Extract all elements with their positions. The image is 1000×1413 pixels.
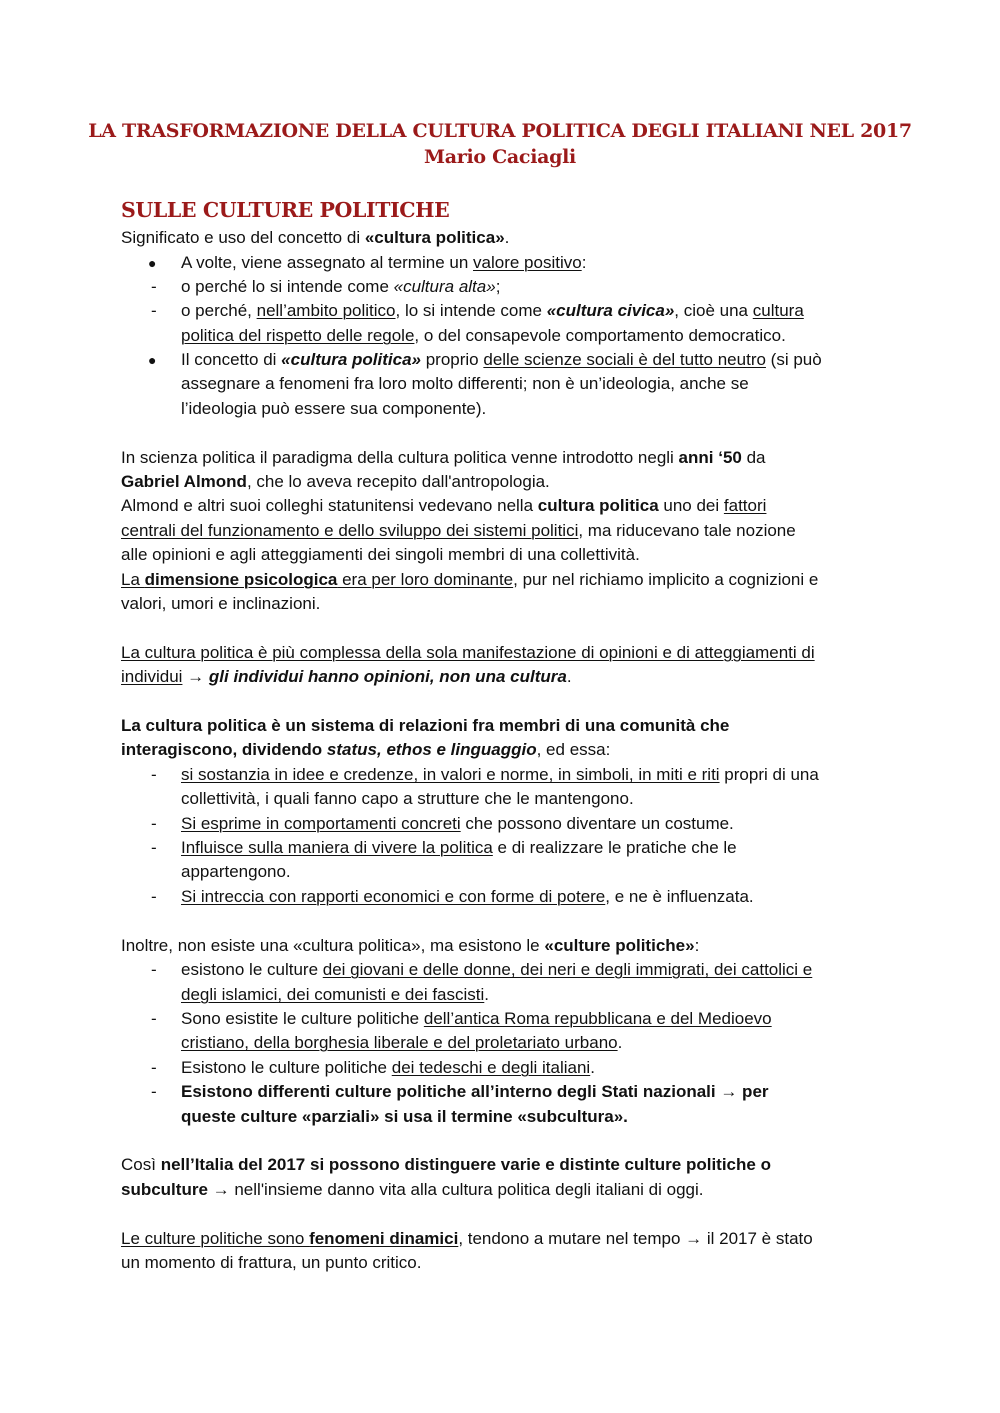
text-line [181, 275, 500, 299]
text-run: , lo si intende come [395, 301, 547, 320]
text-run: Così [121, 1155, 161, 1174]
text-line [121, 494, 766, 518]
text-run: dimensione psicologica [144, 570, 338, 589]
text-run: individui [121, 667, 183, 686]
text-run: valori, umori e inclinazioni. [121, 594, 321, 613]
text-run: Le culture politiche sono [121, 1229, 310, 1248]
text-run: , cioè una [674, 301, 753, 320]
text-line [181, 860, 291, 884]
text-run: delle scienze sociali è del tutto neutro [483, 350, 766, 369]
text-run: dei tedeschi e degli italiani [391, 1058, 591, 1077]
text-line [181, 812, 734, 836]
text-run: era per loro dominante [337, 570, 514, 589]
document-author: Mario Caciagli [424, 146, 576, 168]
text-run: uno dei [658, 496, 724, 515]
text-line [181, 299, 804, 323]
text-line [181, 983, 489, 1007]
text-run: → [182, 667, 209, 686]
text-run: Si esprime in comportamenti concreti [181, 814, 461, 833]
text-run: valore positivo [473, 253, 582, 272]
dash-marker: - [151, 838, 157, 857]
text-line [121, 665, 572, 689]
text-run: dei giovani e delle donne, dei neri e degli immigrati, dei cattolici e [322, 960, 813, 979]
text-line [181, 372, 749, 396]
text-run: ; [495, 277, 501, 296]
text-line [181, 763, 819, 787]
text-run: Esistono le culture politiche [181, 1058, 392, 1077]
text-line [121, 934, 699, 958]
document-title: LA TRASFORMAZIONE DELLA CULTURA POLITICA DEGLI ITALIANI NEL 2017 [88, 120, 912, 142]
text-run: che possono diventare un costume. [460, 814, 734, 833]
text-run: fattori [723, 496, 767, 515]
text-line [181, 836, 737, 860]
text-run: queste culture «parziali» si usa il termine «subcultura». [181, 1107, 628, 1126]
text-run: . [566, 667, 572, 686]
text-run: Si intreccia con rapporti economici e con forme di potere [181, 887, 606, 906]
text-run: si sostanzia in idee e credenze, in valori e norme, in simboli, in miti e riti [181, 765, 720, 784]
text-line [121, 519, 796, 543]
text-run: In scienza politica il paradigma della cultura politica venne introdotto negli [121, 448, 679, 467]
text-run: status, ethos e linguaggio [326, 740, 537, 759]
dash-marker: - [151, 1009, 157, 1028]
text-run: . [504, 228, 510, 247]
text-run: . [617, 1033, 623, 1052]
text-line [121, 470, 550, 494]
text-run: nell’ambito politico [256, 301, 396, 320]
text-run: nell’Italia del 2017 si possono distinguere varie e distinte culture politiche o [160, 1155, 771, 1174]
text-run: interagiscono, dividendo [121, 740, 327, 759]
text-run: e di realizzare le pratiche che le [492, 838, 737, 857]
text-line [121, 446, 766, 470]
dash-marker: - [151, 1058, 157, 1077]
text-run: : [581, 253, 587, 272]
text-run: proprio [421, 350, 484, 369]
text-line [181, 787, 634, 811]
dash-marker: - [151, 301, 157, 320]
text-run: «cultura civica» [546, 301, 675, 320]
text-line [121, 226, 509, 250]
text-line [181, 1031, 622, 1055]
text-run: cultura politica [537, 496, 659, 515]
text-line [181, 348, 822, 372]
text-run: La [121, 570, 145, 589]
text-run: «culture politiche» [544, 936, 695, 955]
text-run: assegnare a fenomeni fra loro molto differenti; non è un’ideologia, anche se [181, 374, 749, 393]
text-line [121, 714, 729, 738]
text-line [121, 1251, 422, 1275]
bullet-marker: ● [148, 352, 157, 368]
text-run: . [484, 985, 490, 1004]
text-line [181, 1105, 628, 1129]
text-line [181, 324, 786, 348]
text-run: Almond e altri suoi colleghi statunitensi vedevano nella [121, 496, 538, 515]
text-run: La cultura politica è più complessa della sola manifestazione di opinioni e di atteggiamenti di [121, 643, 815, 662]
text-run: , ma riducevano tale nozione [578, 521, 796, 540]
text-run: Il concetto di [181, 350, 282, 369]
text-line [181, 958, 812, 982]
text-run: cristiano, della borghesia liberale e del proletariato urbano [181, 1033, 618, 1052]
text-run: Sono esistite le culture politiche [181, 1009, 424, 1028]
text-run: l’ideologia può essere sua componente). [181, 399, 487, 418]
text-run: «cultura politica» [364, 228, 505, 247]
text-run: politica del rispetto delle regole [181, 326, 415, 345]
text-run: A volte, viene assegnato al termine un [181, 253, 474, 272]
text-run: esistono le culture [181, 960, 323, 979]
text-line [121, 641, 815, 665]
text-run: «cultura politica» [281, 350, 421, 369]
text-run: anni ‘50 [678, 448, 742, 467]
text-run: Gabriel Almond [121, 472, 247, 491]
text-line [121, 738, 610, 762]
dash-marker: - [151, 960, 157, 979]
text-run: : [694, 936, 700, 955]
text-line [121, 568, 818, 592]
dash-marker: - [151, 887, 157, 906]
text-run: propri di una [719, 765, 819, 784]
text-line [181, 251, 586, 275]
text-run: un momento di frattura, un punto critico. [121, 1253, 422, 1272]
dash-marker: - [151, 765, 157, 784]
text-line [181, 397, 486, 421]
dash-marker: - [151, 1082, 157, 1101]
text-line [181, 885, 754, 909]
dash-marker: - [151, 814, 157, 833]
dash-marker: - [151, 277, 157, 296]
text-run: appartengono. [181, 862, 291, 881]
text-run: , o del consapevole comportamento democratico. [414, 326, 786, 345]
text-run: , ed essa: [536, 740, 611, 759]
text-line [121, 592, 320, 616]
bullet-marker: ● [148, 255, 157, 271]
text-run: , e ne è influenzata. [605, 887, 754, 906]
text-line [181, 1007, 772, 1031]
text-run: (si può [765, 350, 822, 369]
text-line [121, 543, 640, 567]
text-run: «cultura alta» [393, 277, 496, 296]
text-run: Significato e uso del concetto di [121, 228, 365, 247]
text-run: fenomeni dinamici [309, 1229, 459, 1248]
text-run: cultura [752, 301, 804, 320]
text-run: Inoltre, non esiste una «cultura politica», ma esistono le [121, 936, 545, 955]
text-run: centrali del funzionamento e dello sviluppo dei sistemi politici [121, 521, 579, 540]
text-run: o perché lo si intende come [181, 277, 394, 296]
text-run: o perché, [181, 301, 257, 320]
text-line [121, 1153, 771, 1177]
text-run: degli islamici, dei comunisti e dei fascisti [181, 985, 485, 1004]
text-run: da [741, 448, 766, 467]
section-heading: SULLE CULTURE POLITICHE [121, 198, 450, 222]
text-run: Influisce sulla maniera di vivere la politica [181, 838, 493, 857]
text-run: Esistono differenti culture politiche all’interno degli Stati nazionali → per [181, 1082, 769, 1101]
text-line [181, 1080, 769, 1104]
text-run: , che lo aveva recepito dall'antropologia. [246, 472, 550, 491]
text-run: , tendono a mutare nel tempo → il 2017 è stato [458, 1229, 813, 1248]
text-run: , pur nel richiamo implicito a cognizioni e [513, 570, 819, 589]
text-run: → nell'insieme danno vita alla cultura politica degli italiani di oggi. [207, 1180, 704, 1199]
text-run: alle opinioni e agli atteggiamenti dei singoli membri di una collettività. [121, 545, 640, 564]
text-line [121, 1178, 704, 1202]
text-run: gli individui hanno opinioni, non una cultura [208, 667, 567, 686]
text-line [121, 1227, 813, 1251]
text-run: . [590, 1058, 595, 1077]
text-line [181, 1056, 595, 1080]
text-run: La cultura politica è un sistema di relazioni fra membri di una comunità che [121, 716, 730, 735]
text-run: subculture [121, 1180, 208, 1199]
text-run: dell’antica Roma repubblicana e del Medioevo [423, 1009, 772, 1028]
text-run: collettività, i quali fanno capo a strutture che le mantengono. [181, 789, 634, 808]
